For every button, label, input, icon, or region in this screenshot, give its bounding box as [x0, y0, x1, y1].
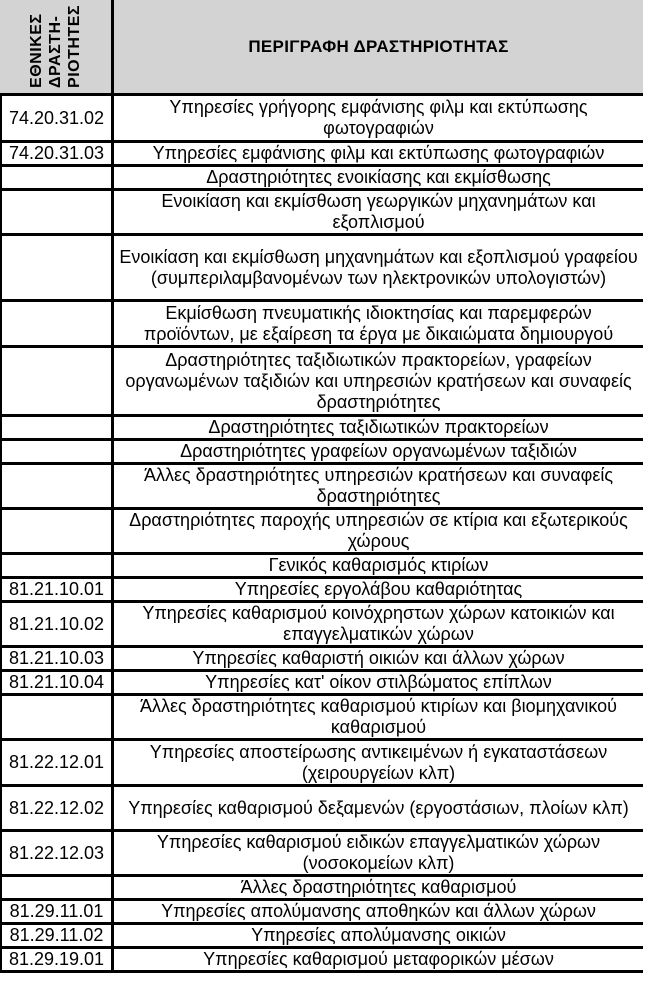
activity-code-cell: 81.22.12.03 [2, 832, 114, 874]
table-row [0, 696, 643, 741]
activity-description-cell: Άλλες δραστηριότητες καθαρισμού κτιρίων και βιομηχανικού καθαρισμού [139, 696, 618, 737]
activity-code-cell [2, 441, 114, 462]
activity-description-cell: Υπηρεσίες καθαρισμού κοινόχρηστων χώρων κατοικιών και επαγγελματικών χώρων [142, 603, 615, 644]
activity-description-cell: Άλλες δραστηριότητες καθαρισμού [240, 877, 517, 897]
activity-description-cell: Υπηρεσίες καθαρισμού ειδικών επαγγελματικών χώρων (νοσοκομείων κλπ) [156, 832, 601, 873]
table-row [0, 348, 643, 417]
table-row [0, 465, 643, 510]
activity-description-cell: Ενοικίαση και εκμίσθωση γεωργικών μηχανημάτων και εξοπλισμού [161, 191, 596, 232]
activity-description-cell: Υπηρεσίες αποστείρωσης αντικειμένων ή εγκαταστάσεων (χειρουργείων κλπ) [149, 741, 608, 783]
activity-description-cell: Υπηρεσίες εργολάβου καθαριότητας [234, 579, 523, 599]
activity-code-cell: 81.21.10.03 [2, 648, 114, 669]
activity-description-cell: Υπηρεσίες εμφάνισης φιλμ και εκτύπωσης φωτογραφιών [152, 143, 605, 163]
table-row [0, 579, 643, 603]
table-row [0, 191, 643, 236]
activity-code-cell [2, 348, 114, 414]
table-row [0, 417, 643, 441]
activity-description-cell: Γενικός καθαρισμός κτιρίων [268, 555, 489, 575]
table-row [0, 648, 643, 672]
header-description-column-label: ΠΕΡΙΓΡΑΦΗ ΔΡΑΣΤΗΡΙΟΤΗΤΑΣ [248, 36, 509, 56]
activity-description-cell: Υπηρεσίες απολύμανσης αποθηκών και άλλων χώρων [161, 901, 596, 921]
activity-description-cell: Υπηρεσίες καθαρισμού μεταφορικών μέσων [203, 949, 554, 969]
activity-description-cell: Ενοικίαση και εκμίσθωση μηχανημάτων και εξοπλισμού γραφείου (συμπεριλαμβανομένων των ηλεκτρονικών υπολογιστών) [119, 246, 638, 288]
table-row [0, 302, 643, 348]
activity-description-cell: Δραστηριότητες γραφείων οργανωμένων ταξιδιών [180, 441, 577, 461]
table-body [0, 96, 643, 973]
activity-code-cell [2, 555, 114, 576]
table-row [0, 877, 643, 901]
activity-code-cell: 81.29.11.02 [2, 925, 114, 946]
activity-description-cell: Υπηρεσίες κατ' οίκον στιλβώματος επίπλων [205, 672, 552, 692]
header-code-line-2: ΔΡΑΣΤΗ- [47, 15, 64, 88]
table-row [0, 555, 643, 579]
table-header-row [0, 0, 643, 96]
activity-description-cell: Υπηρεσίες καθαρισμού δεξαμενών (εργοστάσιων, πλοίων κλπ) [128, 797, 629, 818]
header-code-column [0, 0, 114, 93]
activity-code-cell [2, 236, 114, 299]
table-row [0, 925, 643, 949]
table-row [0, 901, 643, 925]
activity-code-cell: 81.22.12.02 [2, 787, 114, 829]
activity-code-cell: 81.21.10.04 [2, 672, 114, 693]
activity-code-cell: 74.20.31.02 [2, 96, 114, 140]
table-row [0, 603, 643, 648]
activity-description-cell: Υπηρεσίες γρήγορης εμφάνισης φιλμ και εκτύπωσης φωτογραφιών [169, 97, 588, 138]
table-row [0, 236, 643, 302]
activity-description-cell: Υπηρεσίες απολύμανσης οικιών [251, 925, 506, 945]
activity-code-cell: 81.22.12.01 [2, 741, 114, 784]
activity-code-cell [2, 167, 114, 188]
header-code-line-3: ΡΙΟΤΗΤΕΣ [66, 5, 83, 88]
activity-description-cell: Υπηρεσίες καθαριστή οικιών και άλλων χώρων [192, 648, 565, 668]
activity-description-cell: Δραστηριότητες ταξιδιωτικών πρακτορείων, γραφείων οργανωμένων ταξιδιών και υπηρεσιών κρατήσεων και συναφείς δραστηριότητες [125, 349, 632, 412]
activity-code-cell: 74.20.31.03 [2, 143, 114, 164]
activity-code-cell: 81.29.11.01 [2, 901, 114, 922]
activity-description-cell: Δραστηριότητες παροχής υπηρεσιών σε κτίρια και εξωτερικούς χώρους [129, 510, 628, 551]
header-code-line-1: ΕΘΝΙΚΕΣ [28, 13, 45, 88]
activity-code-cell [2, 877, 114, 898]
table-row [0, 510, 643, 555]
activity-description-cell: Δραστηριότητες ενοικίασης και εκμίσθωσης [206, 167, 551, 187]
activity-code-cell [2, 510, 114, 552]
table-row [0, 167, 643, 191]
activity-code-cell [2, 302, 114, 345]
activity-code-cell [2, 465, 114, 507]
table-row [0, 741, 643, 787]
activity-code-cell [2, 417, 114, 438]
table-row [0, 143, 643, 167]
activity-description-cell: Άλλες δραστηριότητες υπηρεσιών κρατήσεων και συναφείς δραστηριότητες [143, 465, 614, 506]
table-row [0, 949, 643, 973]
header-code-column-label [27, 5, 84, 88]
activity-code-cell: 81.29.19.01 [2, 949, 114, 970]
activity-code-cell [2, 191, 114, 233]
table-row [0, 96, 643, 143]
activity-code-cell [2, 696, 114, 738]
table-row [0, 441, 643, 465]
activity-code-cell: 81.21.10.02 [2, 603, 114, 645]
table-row [0, 832, 643, 877]
activity-code-cell: 81.21.10.01 [2, 579, 114, 600]
activity-description-cell: Εκμίσθωση πνευματικής ιδιοκτησίας και παρεμφερών προϊόντων, με εξαίρεση τα έργα με δικαιώματα δημιουργού [143, 302, 614, 344]
table-row [0, 672, 643, 696]
table-row [0, 787, 643, 832]
activity-description-cell: Δραστηριότητες ταξιδιωτικών πρακτορείων [208, 417, 549, 437]
